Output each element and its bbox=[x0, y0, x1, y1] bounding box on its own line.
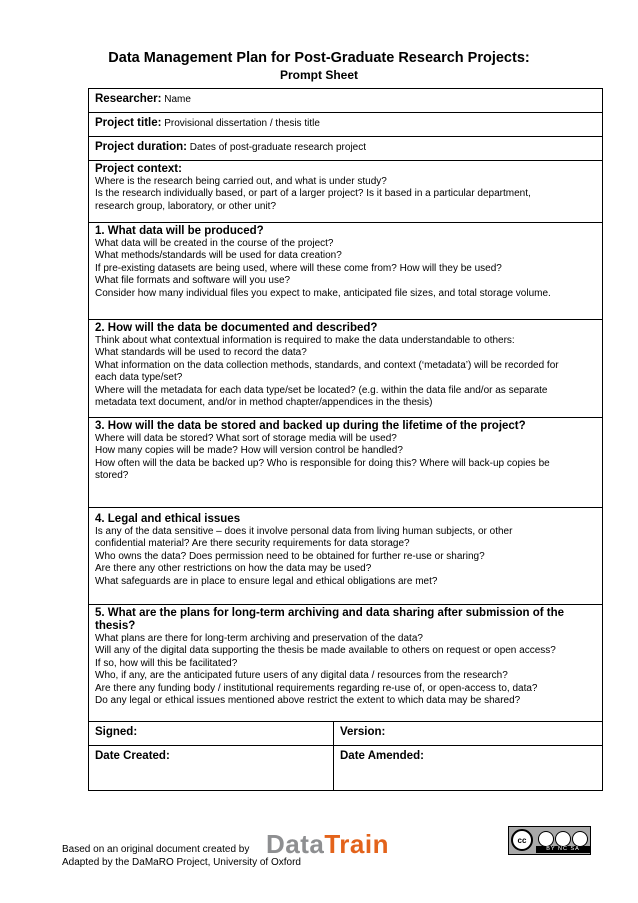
section-5-cell[interactable] bbox=[89, 605, 603, 722]
section-2-line: What information on the data collection methods, standards, and context (‘metadata’) will be recorded for bbox=[95, 359, 559, 371]
dates-row bbox=[89, 746, 603, 791]
section-5-line: Do any legal or ethical issues mentioned above restrict the extent to which data may be shared? bbox=[95, 695, 521, 707]
date-amended-label: Date Amended: bbox=[340, 750, 424, 762]
section-5-line: What plans are there for long-term archiving and preservation of the data? bbox=[95, 633, 423, 644]
section-3-line: How many copies will be made? How will version control be handled? bbox=[95, 445, 403, 457]
researcher-cell[interactable] bbox=[89, 89, 603, 113]
section-2-row bbox=[89, 320, 603, 418]
project-duration-row bbox=[89, 137, 603, 161]
section-4-cell[interactable] bbox=[89, 508, 603, 605]
section-3-cell[interactable] bbox=[89, 418, 603, 508]
section-3-line: stored? bbox=[95, 470, 129, 482]
section-3-heading: 3. How will the data be stored and backed up during the lifetime of the project? bbox=[95, 420, 526, 432]
project-title-value: Provisional dissertation / thesis title bbox=[164, 118, 320, 129]
cc-icon: cc bbox=[511, 829, 533, 851]
nc-icon bbox=[555, 831, 571, 847]
section-5-line: Who, if any, are the anticipated future users of any digital data / resources from the research? bbox=[95, 670, 508, 682]
datatrain-logo bbox=[266, 829, 389, 860]
datatrain-logo-part2: Train bbox=[324, 829, 389, 859]
version-cell[interactable] bbox=[334, 722, 603, 746]
context-line: Where is the research being carried out, and what is under study? bbox=[95, 176, 387, 187]
section-2-line: What standards will be used to record the data? bbox=[95, 347, 307, 359]
section-4-line: Who owns the data? Does permission need to be obtained for further re-use or sharing? bbox=[95, 550, 485, 562]
section-1-line: What file formats and software will you use? bbox=[95, 275, 291, 287]
footer-credit-line: Based on an original document created by bbox=[62, 844, 250, 855]
context-line: Is the research individually based, or part of a larger project? Is it based in a particular department, bbox=[95, 188, 531, 200]
datatrain-logo-part1: Data bbox=[266, 829, 325, 859]
context-line: research group, laboratory, or other unit? bbox=[95, 200, 277, 212]
date-created-cell[interactable] bbox=[89, 746, 334, 791]
page-title: Data Management Plan for Post-Graduate Research Projects: bbox=[108, 50, 530, 66]
section-1-cell[interactable] bbox=[89, 223, 603, 320]
section-2-line: each data type/set? bbox=[95, 372, 183, 384]
section-4-heading: 4. Legal and ethical issues bbox=[95, 513, 241, 525]
researcher-label: Researcher: bbox=[95, 93, 162, 105]
section-5-line: If so, how will this be facilitated? bbox=[95, 657, 238, 669]
project-duration-value: Dates of post-graduate research project bbox=[189, 142, 367, 153]
section-2-line: metadata text document, and/or in method chapter/appendices in the thesis) bbox=[95, 397, 433, 409]
section-3-line: How often will the data be backed up? Who is responsible for doing this? Where will back-up copies be bbox=[95, 457, 550, 469]
section-5-heading: 5. What are the plans for long-term archiving and data sharing after submission of the thesis? bbox=[95, 607, 565, 632]
by-icon bbox=[538, 831, 554, 847]
section-1-line: If pre-existing datasets are being used, where will these come from? How will they be used? bbox=[95, 262, 502, 274]
section-1-line: What methods/standards will be used for data creation? bbox=[95, 250, 342, 262]
section-2-cell[interactable] bbox=[89, 320, 603, 418]
section-1-line: What data will be created in the course of the project? bbox=[95, 238, 334, 249]
section-1-row bbox=[89, 223, 603, 320]
signed-version-row bbox=[89, 722, 603, 746]
footer-adapted-line: Adapted by the DaMaRO Project, University of Oxford bbox=[62, 857, 301, 868]
section-3-row bbox=[89, 418, 603, 508]
project-title-cell[interactable] bbox=[89, 113, 603, 137]
section-1-heading: 1. What data will be produced? bbox=[95, 225, 264, 237]
section-4-line: Are there any other restrictions on how the data may be used? bbox=[95, 563, 372, 575]
researcher-row bbox=[89, 89, 603, 113]
section-5-row bbox=[89, 605, 603, 722]
sa-icon bbox=[572, 831, 588, 847]
date-amended-cell[interactable] bbox=[334, 746, 603, 791]
section-4-line: Is any of the data sensitive – does it involve personal data from living human subjects, or other bbox=[95, 526, 513, 537]
section-1-line: Consider how many individual files you expect to make, anticipated file sizes, and total storage volume. bbox=[95, 287, 551, 299]
date-created-label: Date Created: bbox=[95, 750, 170, 762]
project-context-row bbox=[89, 161, 603, 223]
section-5-line: Will any of the digital data supporting the thesis be made available to others on request or open access? bbox=[95, 645, 556, 657]
section-4-line: What safeguards are in place to ensure legal and ethical obligations are met? bbox=[95, 575, 438, 587]
signed-cell[interactable] bbox=[89, 722, 334, 746]
project-context-heading: Project context: bbox=[95, 163, 182, 175]
page-subtitle: Prompt Sheet bbox=[279, 68, 358, 82]
project-duration-label: Project duration: bbox=[95, 141, 188, 153]
license-text: BY NC SA bbox=[546, 846, 580, 852]
section-5-line: Are there any funding body / institutional requirements regarding re-use of, or open-access to, data? bbox=[95, 682, 538, 694]
license-strip bbox=[536, 846, 590, 853]
section-2-line: Where will the metadata for each data type/set be located? (e.g. within the data file and/or as separate bbox=[95, 384, 548, 396]
signed-label: Signed: bbox=[95, 726, 138, 738]
project-title-row bbox=[89, 113, 603, 137]
section-4-row bbox=[89, 508, 603, 605]
project-title-label: Project title: bbox=[95, 117, 162, 129]
section-2-line: Think about what contextual information is required to make the data understandable to others: bbox=[95, 335, 515, 346]
section-2-heading: 2. How will the data be documented and described? bbox=[95, 322, 378, 334]
dmp-table bbox=[88, 88, 603, 791]
version-label: Version: bbox=[340, 726, 386, 738]
researcher-value: Name bbox=[164, 94, 191, 105]
creative-commons-badge bbox=[508, 826, 591, 855]
project-duration-cell[interactable] bbox=[89, 137, 603, 161]
section-3-line: Where will data be stored? What sort of storage media will be used? bbox=[95, 433, 397, 444]
project-context-cell[interactable] bbox=[89, 161, 603, 223]
section-4-line: confidential material? Are there security requirements for data storage? bbox=[95, 538, 410, 550]
